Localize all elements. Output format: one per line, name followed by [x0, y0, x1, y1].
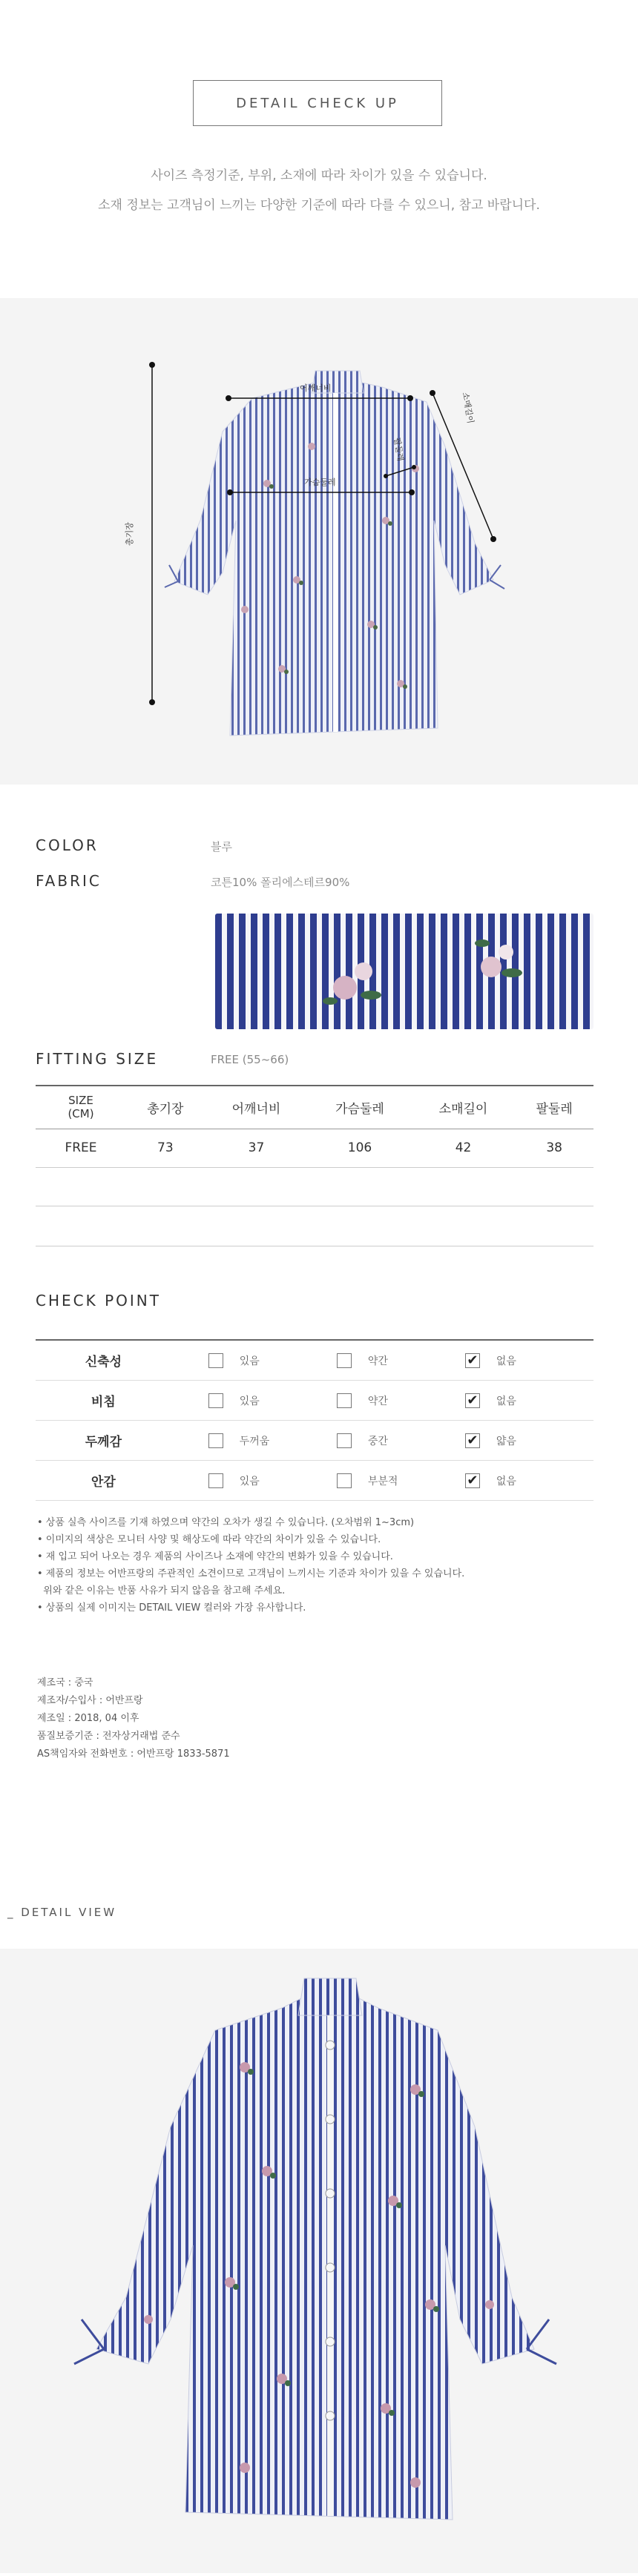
note-item: • 제품의 정보는 어반프랑의 주관적인 소견이므로 고객님이 느끼시는 기준과 차이가 있을 수 있습니다.: [37, 1568, 465, 1579]
check-row-thickness: [36, 1421, 593, 1461]
checkbox-checked[interactable]: ✔: [465, 1353, 480, 1368]
fitting-size-value: FREE (55~66): [211, 1053, 289, 1066]
option-label: 얇음: [496, 1435, 516, 1447]
check-option[interactable]: [337, 1353, 465, 1368]
check-option[interactable]: [337, 1473, 465, 1488]
fabric-swatch-image: [215, 914, 593, 1029]
check-option[interactable]: [465, 1433, 593, 1448]
chest-label: 가슴둘레: [304, 478, 336, 487]
shirt-measurement-illustration: [0, 298, 638, 785]
fabric-value: 코튼10% 폴리에스테르90%: [211, 876, 350, 889]
maker-line: 품질보증기준 : 전자상거래법 준수: [37, 1731, 180, 1742]
maker-line: 제조일 : 2018, 04 이후: [37, 1713, 139, 1724]
detail-view-photo: [0, 1949, 638, 2573]
note-item: • 재 입고 되어 나오는 경우 제품의 사이즈나 소재에 약간의 변화가 있을 수 있습니다.: [37, 1551, 393, 1562]
checkbox[interactable]: [208, 1473, 223, 1488]
size-cell: 106: [347, 1140, 372, 1155]
option-label: 약간: [367, 1355, 388, 1367]
check-option[interactable]: [208, 1473, 337, 1488]
option-label: 부분적: [367, 1475, 398, 1487]
size-header-total-length: 총기장: [147, 1101, 184, 1117]
option-label: 있음: [239, 1355, 260, 1367]
size-header-shoulder: 어깨너비: [231, 1101, 281, 1117]
shoulder-label: 어깨너비: [300, 383, 332, 393]
check-row-sheer: [36, 1381, 593, 1421]
color-value: 블루: [211, 840, 232, 853]
sleeve-width-label: 팔둘레: [392, 437, 406, 462]
fitting-size-label: FITTING SIZE: [36, 1050, 159, 1068]
check-option[interactable]: [337, 1393, 465, 1408]
size-cell: 73: [157, 1140, 174, 1155]
size-header-sleeve-length: 소매길이: [438, 1101, 488, 1117]
size-table-header-row: [36, 1086, 593, 1129]
size-cell: 38: [546, 1140, 562, 1155]
check-option[interactable]: [208, 1353, 337, 1368]
option-label: 없음: [496, 1475, 516, 1487]
option-label: 중간: [367, 1435, 388, 1447]
check-option[interactable]: [208, 1393, 337, 1408]
size-header-chest: 가슴둘레: [335, 1101, 384, 1117]
check-row-name: 비침: [91, 1395, 116, 1410]
maker-line: AS책임자와 전화번호 : 어반프랑 1833-5871: [37, 1748, 230, 1760]
maker-info: [37, 1674, 230, 1763]
check-point-table: [36, 1339, 593, 1501]
check-row-name: 신축성: [85, 1355, 122, 1370]
size-cell: FREE: [65, 1140, 97, 1155]
shirt-detail-illustration: [0, 1949, 638, 2573]
checkbox[interactable]: [337, 1353, 352, 1368]
checkbox[interactable]: [337, 1433, 352, 1448]
option-label: 없음: [496, 1355, 516, 1367]
embroidery-flower-illustration: [215, 914, 593, 1029]
total-length-label: 총기장: [124, 522, 134, 546]
checkbox-checked[interactable]: ✔: [465, 1433, 480, 1448]
maker-line: 제조국 : 중국: [37, 1677, 93, 1688]
checkbox[interactable]: [208, 1353, 223, 1368]
check-option[interactable]: [208, 1433, 337, 1448]
check-option[interactable]: [465, 1473, 593, 1488]
notice-line-1: 사이즈 측정기준, 부위, 소재에 따라 차이가 있을 수 있습니다.: [151, 168, 487, 183]
fabric-label: FABRIC: [36, 872, 102, 890]
note-item: • 상품의 실제 이미지는 DETAIL VIEW 컬러와 가장 유사합니다.: [37, 1602, 306, 1614]
table-row: [36, 1129, 593, 1167]
size-cell: 37: [248, 1140, 265, 1155]
check-option[interactable]: [465, 1393, 593, 1408]
sleeve-length-label: 소매길이: [460, 392, 476, 425]
notice-line-2: 소재 정보는 고객님이 느끼는 다양한 기준에 따라 다를 수 있으니, 참고 바랍니다.: [98, 198, 540, 213]
checkbox-checked[interactable]: ✔: [465, 1393, 480, 1408]
size-header-size: SIZE (CM): [68, 1094, 94, 1121]
check-point-title: CHECK POINT: [36, 1292, 161, 1310]
detail-check-up-title: DETAIL CHECK UP: [193, 80, 442, 126]
size-header-sleeve-width: 팔둘레: [536, 1101, 573, 1117]
checkbox[interactable]: [208, 1393, 223, 1408]
size-table: [36, 1085, 593, 1168]
checkbox-checked[interactable]: ✔: [465, 1473, 480, 1488]
option-label: 없음: [496, 1395, 516, 1407]
note-item: • 상품 실측 사이즈를 기재 하였으며 약간의 오차가 생길 수 있습니다. (오차범위 1~3cm): [37, 1517, 415, 1528]
check-option[interactable]: [465, 1353, 593, 1368]
notes-list: [37, 1514, 464, 1616]
note-item: 위와 같은 이유는 반품 사유가 되지 않음을 참고해 주세요.: [37, 1585, 286, 1596]
check-row-name: 안감: [91, 1475, 116, 1490]
option-label: 약간: [367, 1395, 388, 1407]
checkbox[interactable]: [337, 1393, 352, 1408]
color-label: COLOR: [36, 836, 99, 854]
check-row-lining: [36, 1461, 593, 1501]
check-option[interactable]: [337, 1433, 465, 1448]
checkbox[interactable]: [208, 1433, 223, 1448]
size-cell: 42: [455, 1140, 472, 1155]
detail-view-label: _ DETAIL VIEW: [7, 1906, 117, 1919]
measurement-photo: [0, 298, 638, 785]
note-item: • 이미지의 색상은 모니터 사양 및 해상도에 따라 약간의 차이가 있을 수 있습니다.: [37, 1534, 381, 1545]
option-label: 두꺼움: [239, 1435, 270, 1447]
check-row-name: 두께감: [85, 1435, 122, 1450]
maker-line: 제조자/수입사 : 어반프랑: [37, 1695, 143, 1706]
option-label: 있음: [239, 1395, 260, 1407]
checkbox[interactable]: [337, 1473, 352, 1488]
option-label: 있음: [239, 1475, 260, 1487]
check-row-stretch: [36, 1341, 593, 1381]
